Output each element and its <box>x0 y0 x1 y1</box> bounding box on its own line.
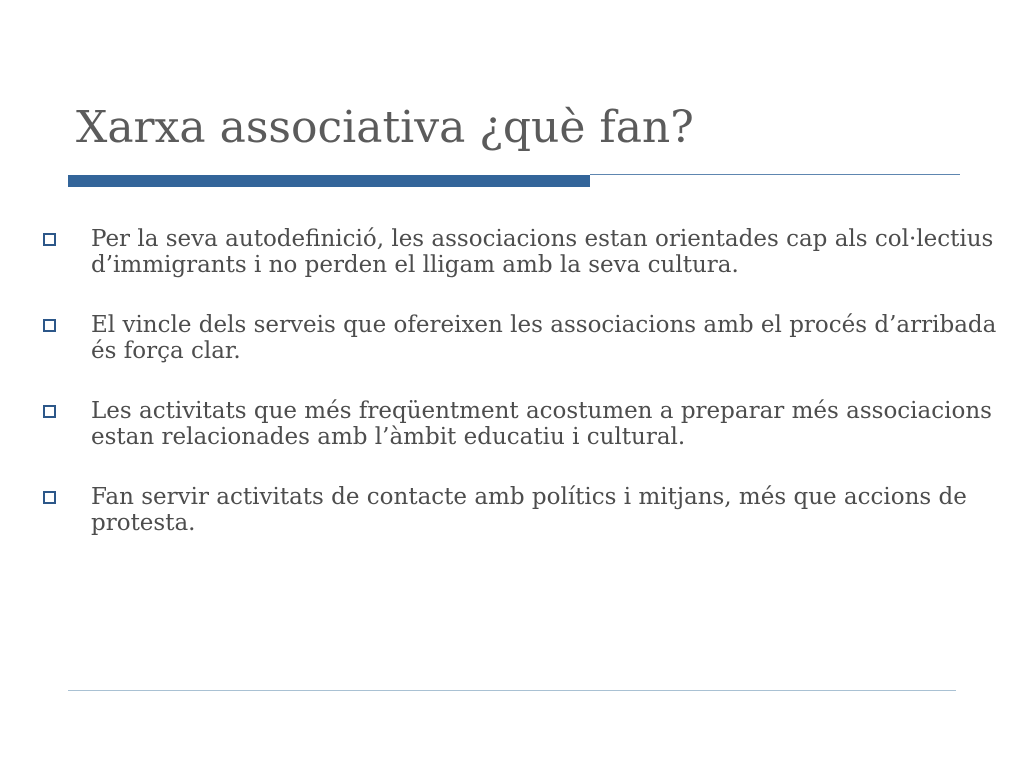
bullet-text: Per la seva autodefinició, les associacions estan orientades cap als col·lectius d’immigrants i no perden el lligam amb la seva cultura. <box>91 226 994 278</box>
title-underline-thick <box>68 175 590 187</box>
bullet-text: El vincle dels serveis que ofereixen les associacions amb el procés d’arribada és força clar. <box>91 312 997 364</box>
bullet-item <box>40 398 1000 450</box>
bullet-item <box>40 312 1000 364</box>
square-bullet-icon <box>43 405 56 418</box>
square-bullet-icon <box>43 233 56 246</box>
bullet-text: Les activitats que més freqüentment acostumen a preparar més associacions estan relacionades amb l’àmbit educatiu i cultural. <box>91 398 992 450</box>
bullet-item <box>40 484 1000 536</box>
square-bullet-icon <box>43 491 56 504</box>
footer-divider <box>68 690 956 691</box>
slide-title: Xarxa associativa ¿què fan? <box>76 102 694 153</box>
bullet-item <box>40 226 1000 278</box>
bullet-list <box>40 226 1000 570</box>
square-bullet-icon <box>43 319 56 332</box>
bullet-text: Fan servir activitats de contacte amb polítics i mitjans, més que accions de protesta. <box>91 484 967 536</box>
title-underline-thin <box>590 174 960 175</box>
